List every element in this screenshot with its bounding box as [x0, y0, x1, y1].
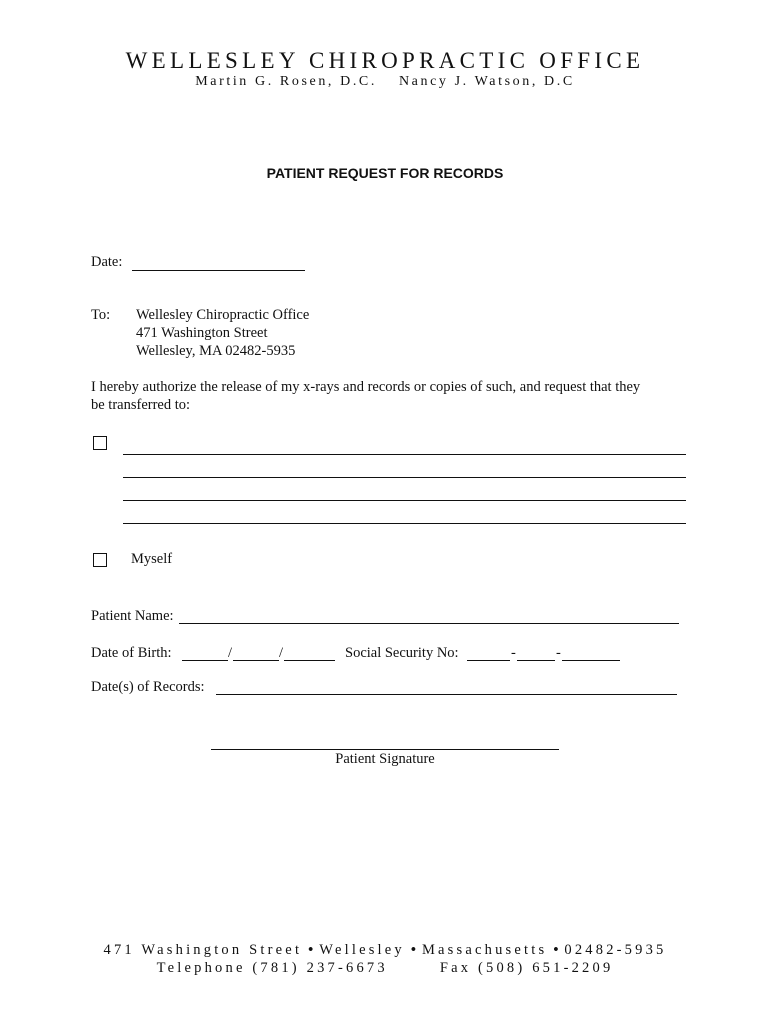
footer-separator-2: • [410, 942, 416, 958]
form-title: PATIENT REQUEST FOR RECORDS [266, 165, 504, 181]
to-address-line3: Wellesley, MA 02482-5935 [136, 343, 296, 359]
footer-fax: Fax (508) 651-2209 [439, 960, 614, 976]
footer-separator-3: • [553, 942, 559, 958]
ssn-label: Social Security No: [345, 645, 459, 661]
date-field[interactable] [132, 270, 305, 271]
dob-month-field[interactable] [182, 660, 228, 661]
dob-slash-1: / [228, 645, 233, 661]
doctors-line [0, 74, 770, 90]
to-label: To: [91, 307, 111, 323]
ssn-part3-field[interactable] [562, 660, 620, 661]
to-address-line1: Wellesley Chiropractic Office [136, 307, 310, 323]
doctor-2: Nancy J. Watson, D.C [398, 74, 575, 89]
to-address-line2: 471 Washington Street [136, 325, 268, 341]
dob-year-field[interactable] [284, 660, 335, 661]
footer-town: Wellesley [319, 942, 405, 958]
date-label: Date: [91, 254, 123, 270]
ssn-part2-field[interactable] [517, 660, 555, 661]
patient-name-label: Patient Name: [91, 608, 174, 624]
dob-label: Date of Birth: [91, 645, 172, 661]
other-recipient-checkbox[interactable] [93, 436, 107, 450]
signature-label: Patient Signature [335, 751, 435, 767]
authorization-text-2: be transferred to: [91, 397, 191, 413]
footer-separator-1: • [308, 942, 314, 958]
footer-state: Massachusetts [421, 942, 548, 958]
doctor-1: Martin G. Rosen, D.C. [195, 74, 377, 89]
footer-contact [0, 960, 770, 977]
footer-zip: 02482-5935 [564, 942, 667, 958]
dates-of-records-field[interactable] [216, 694, 677, 695]
myself-checkbox[interactable] [93, 553, 107, 567]
recipient-line-4[interactable] [123, 523, 686, 524]
authorization-text-1: I hereby authorize the release of my x-rays and records or copies of such, and request that they [91, 379, 641, 395]
recipient-line-1[interactable] [123, 454, 686, 455]
patient-name-field[interactable] [179, 623, 679, 624]
dates-of-records-label: Date(s) of Records: [91, 679, 205, 695]
ssn-dash-2: - [556, 645, 561, 661]
dob-slash-2: / [279, 645, 284, 661]
signature-line[interactable] [211, 749, 559, 750]
footer-telephone: Telephone (781) 237-6673 [156, 960, 388, 976]
office-name: WELLESLEY CHIROPRACTIC OFFICE [125, 48, 645, 73]
footer-street: 471 Washington Street [103, 942, 303, 958]
ssn-dash-1: - [511, 645, 516, 661]
recipient-line-3[interactable] [123, 500, 686, 501]
ssn-part1-field[interactable] [467, 660, 510, 661]
footer-address [0, 942, 770, 959]
myself-label: Myself [131, 551, 173, 567]
recipient-line-2[interactable] [123, 477, 686, 478]
dob-day-field[interactable] [233, 660, 279, 661]
